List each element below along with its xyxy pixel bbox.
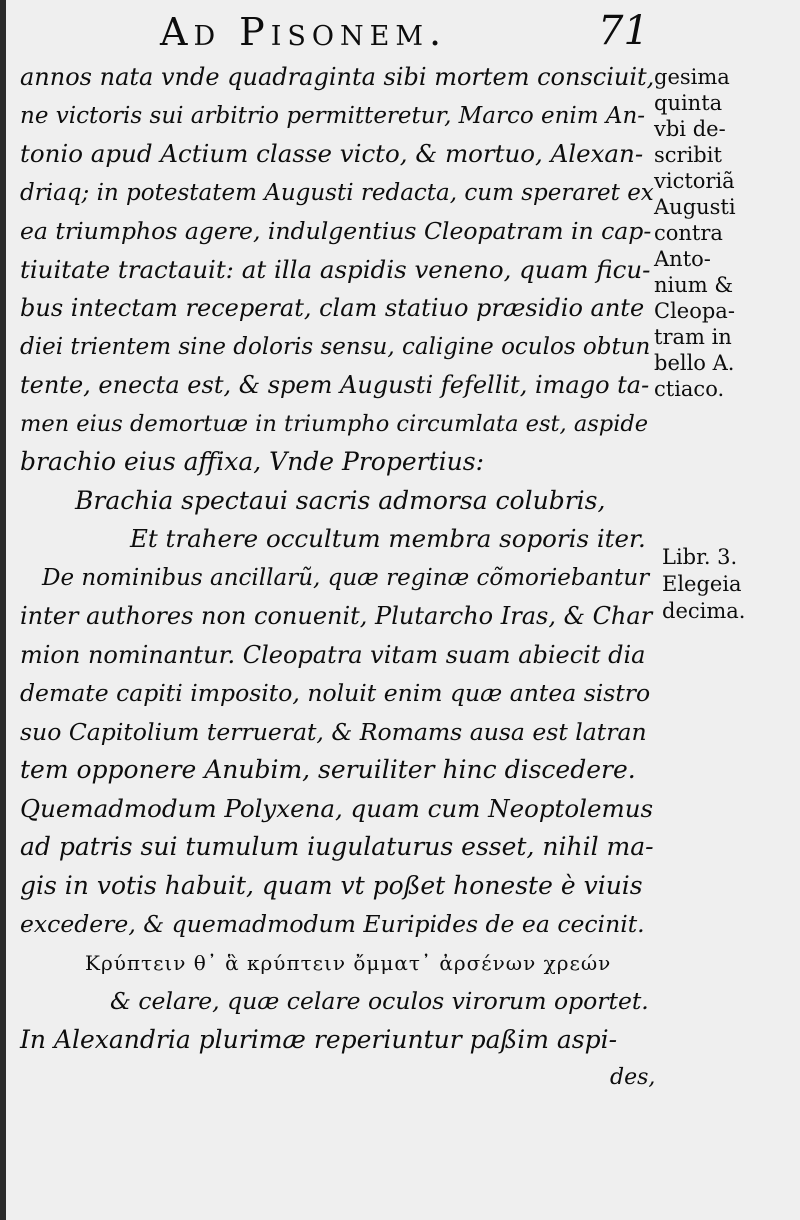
margin-line: Augusti [654,195,736,219]
margin-line: Elegeia [662,572,742,596]
running-head: Ad Pisonem. [160,10,448,54]
margin-line: Libr. 3. [662,545,738,569]
text-line: tem opponere Anubim, seruiliter hinc discedere. [20,755,636,784]
text-line: ea triumphos agere, indulgentius Cleopatram in cap- [20,217,652,245]
margin-line: bello A. [654,351,735,375]
text-line: driaq; in potestatem Augusti redacta, cum speraret ex [20,179,654,206]
text-line: suo Capitolium terruerat, & Romams ausa est latran [20,717,647,746]
verse-line: Brachia spectaui sacris admorsa colubris, [75,485,606,515]
margin-line: tram in [654,325,732,349]
text-line: ne victoris sui arbitrio permitteretur, Marco enim An- [20,102,646,129]
text-line: mion nominantur. Cleopatra vitam suam abiecit dia [20,640,646,669]
text-line: diei trientem sine doloris sensu, caligine oculos obtun [20,333,651,360]
catchword: des, [610,1065,656,1090]
text-line: men eius demortuæ in triumpho circumlata est, aspide [20,410,649,437]
margin-line: quinta [654,91,723,115]
margin-line: scribit [654,143,722,167]
margin-line: vbi de- [654,117,726,141]
greek-quotation: Κρύπτειν θ᾽ ἃ κρύπτειν ὄμματ᾽ ἀρσένων χρεών [85,950,612,975]
text-line: Quemadmodum Polyxena, quam cum Neoptolemus [20,793,654,823]
page-edge-shadow [0,0,6,1220]
text-line: tiuitate tractauit: at illa aspidis veneno, quam ficu- [20,254,651,284]
text-line: demate capiti imposito, noluit enim quæ antea sistro [20,679,651,707]
text-line: brachio eius affixa, Vnde Propertius: [20,447,485,476]
margin-line: Anto- [654,247,711,271]
text-line: & celare, quæ celare oculos virorum oportet. [110,987,649,1015]
text-line: inter authores non conuenit, Plutarcho Iras, & Char [20,602,653,630]
margin-line: Cleopa- [654,299,735,323]
margin-line: contra [654,221,723,245]
page-header [0,0,800,54]
text-line: De nominibus ancillarũ, quæ reginæ cõmoriebantur [42,564,650,591]
margin-line: gesima [654,65,730,89]
text-line: In Alexandria plurimæ reperiuntur paßim aspi- [20,1024,618,1054]
margin-line: ctiaco. [654,377,725,401]
margin-note-propertius [662,544,800,625]
text-line: annos nata vnde quadraginta sibi mortem consciuit, [20,63,655,91]
margin-line: nium & [654,273,734,297]
text-line: tente, enecta est, & spem Augusti fefellit, imago ta- [20,371,650,399]
main-text [20,58,655,1098]
text-line: excedere, & quemadmodum Euripides de ea cecinit. [20,910,645,938]
text-line: gis in votis habuit, quam vt poßet honeste è viuis [20,870,643,900]
text-line: tonio apud Actium classe victo, & mortuo, Alexan- [20,139,644,168]
margin-note-actium [654,64,800,402]
margin-line: victoriã [654,169,735,193]
text-line: bus intectam receperat, clam statiuo præsidio ante [20,294,645,322]
text-line: ad patris sui tumulum iugulaturus esset, nihil ma- [20,832,654,861]
page-number: 71 [598,8,649,54]
verse-line: Et trahere occultum membra soporis iter. [130,524,646,553]
margin-line: decima. [662,599,746,623]
